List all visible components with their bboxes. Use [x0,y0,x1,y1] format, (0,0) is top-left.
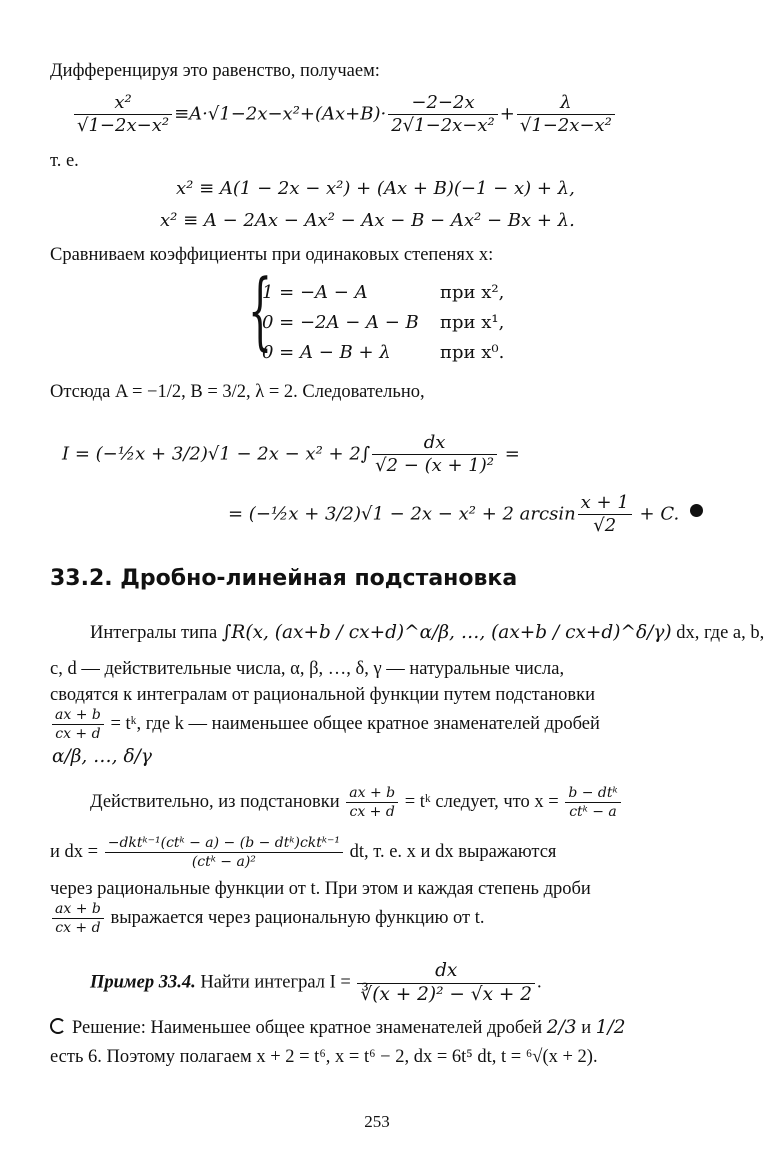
fractions-list: α/β, …, δ/γ [52,746,152,767]
integral-line-1 [62,434,520,475]
eq1-f2-den: 2√1−2x−x² [391,115,495,136]
integral-line-2 [228,494,679,535]
i2-den: √2 [593,515,617,536]
para1-line1 [90,624,764,643]
example-fraction [357,962,535,1004]
para1-line2: c, d — действительные числа, α, β, …, δ, γ — натуральные числа, [50,659,565,679]
para5-tail: выражается через рациональную функцию от t. [110,907,485,928]
system-row-2 [262,312,505,333]
dx-fraction [105,836,343,869]
eq1-f2-num: −2−2x [388,94,498,115]
sub-den: cx + d [55,726,101,742]
that-is-label: т. е. [50,151,79,171]
ex-den: ∛(x + 2)² − √x + 2 [360,983,533,1005]
ex-dot: . [537,972,542,993]
solution-start-icon [50,1018,66,1034]
para2-sub-fraction [346,786,398,819]
solution-and: и [581,1018,592,1038]
i1-den: √2 − (x + 1)² [375,455,494,476]
system-row-3 [262,342,505,363]
para3-a: и dx = [50,841,99,862]
sys-cond-1: при x², [440,282,505,303]
para5-den: cx + d [55,920,101,936]
hence-text: Отсюда A = −1/2, B = 3/2, λ = 2. Следовательно, [50,382,425,402]
eq1-lhs-den: √1−2x−x² [77,115,170,136]
eq1-f3-den: √1−2x−x² [519,115,612,136]
page-number: 253 [364,1112,390,1131]
int-intro: Интегралы типа [90,623,218,643]
para5-num: ax + b [52,902,104,919]
system-row-1 [262,282,505,303]
x-num: b − dtᵏ [565,786,620,803]
equation-2: x² ≡ A(1 − 2x − x²) + (Ax + B)(−1 − x) + λ, [176,178,575,199]
x-den: ctᵏ − a [569,804,617,820]
example-label: Пример 33.4. [90,972,196,993]
eq1-lhs-num: x² [74,94,172,115]
i2-fraction [578,494,632,535]
intro-text: Дифференцируя это равенство, получаем: [50,61,380,81]
para4-line: через рациональные функции от t. При этом и каждая степень дроби [50,879,591,899]
ex-num: dx [357,962,535,984]
example-text: Найти интеграл I = [200,972,351,993]
i1-equals: = [504,443,520,465]
sub-num: ax + b [52,708,104,725]
para2-line1 [90,786,623,819]
para2-a: Действительно, из подстановки [90,791,340,812]
para2-b: = tᵏ следует, что x = [404,791,559,812]
para2-sub-num: ax + b [346,786,398,803]
equation-3: x² ≡ A − 2Ax − Ax² − Ax − B − Ax² − Bx + λ. [160,210,575,231]
solution-line2: есть 6. Поэтому полагаем x + 2 = t⁶, x = t⁶ − 2, dx = 6t⁵ dt, t = ⁶√(x + 2). [50,1047,598,1067]
example-line [90,962,542,1004]
eq1-f3-num: λ [517,94,615,115]
para3-b: dt, т. е. x и dx выражаются [349,841,557,862]
sys-cond-2: при x¹, [440,312,505,333]
para3-line [50,836,556,869]
i2-tail: + C. [639,503,680,525]
i2-left: = (−½x + 3/2)√1 − 2x − x² + 2 arcsin [228,503,576,525]
dx-num: −dktᵏ⁻¹(ctᵏ − a) − (b − dtᵏ)cktᵏ⁻¹ [105,836,343,853]
i1-num: dx [372,434,497,455]
end-of-solution-icon [690,504,703,517]
int-tail: dx, где a, b, [676,623,764,643]
system-brace: { [248,261,273,359]
solution-a: Решение: Наименьшее общее кратное знаменателей дробей [72,1018,543,1038]
frac-1-2: 1/2 [595,1017,626,1038]
section-heading: 33.2. Дробно-линейная подстановка [50,566,518,591]
eq1-plus: + [499,103,515,125]
frac-2-3: 2/3 [546,1017,577,1038]
solution-line1 [50,1018,626,1038]
sys-eq-3: 0 = A − B + λ [262,342,391,363]
x-fraction [565,786,620,819]
eq1-lhs-fraction [74,94,172,135]
substitution-fraction [52,708,104,741]
i1-left: I = (−½x + 3/2)√1 − 2x − x² + 2∫ [62,443,371,465]
r-expression: ∫R(x, (ax+b / cx+d)^α/β, …, (ax+b / cx+d)^δ/γ) [221,622,672,643]
sys-cond-3: при x⁰. [440,342,505,363]
para1-line4 [50,708,600,741]
eq1-third-fraction [517,94,615,135]
eq1-second-fraction [388,94,498,135]
eq1-middle: ≡A·√1−2x−x²+(Ax+B)· [174,103,387,125]
i2-num: x + 1 [578,494,632,515]
para1-l4-tail: = tᵏ, где k — наименьшее общее кратное знаменателей дробей [110,713,600,734]
para2-sub-den: cx + d [349,804,395,820]
i1-fraction [372,434,497,475]
sys-eq-2: 0 = −2A − A − B [262,312,419,333]
dx-den: (ctᵏ − a)² [191,854,256,870]
sys-eq-1: 1 = −A − A [262,282,368,303]
compare-text: Сравниваем коэффициенты при одинаковых степенях x: [50,245,494,265]
para1-line3: сводятся к интегралам от рациональной функции путем подстановки [50,685,595,705]
para5-line [50,902,485,935]
equation-derivative [72,94,617,135]
para5-fraction [52,902,104,935]
